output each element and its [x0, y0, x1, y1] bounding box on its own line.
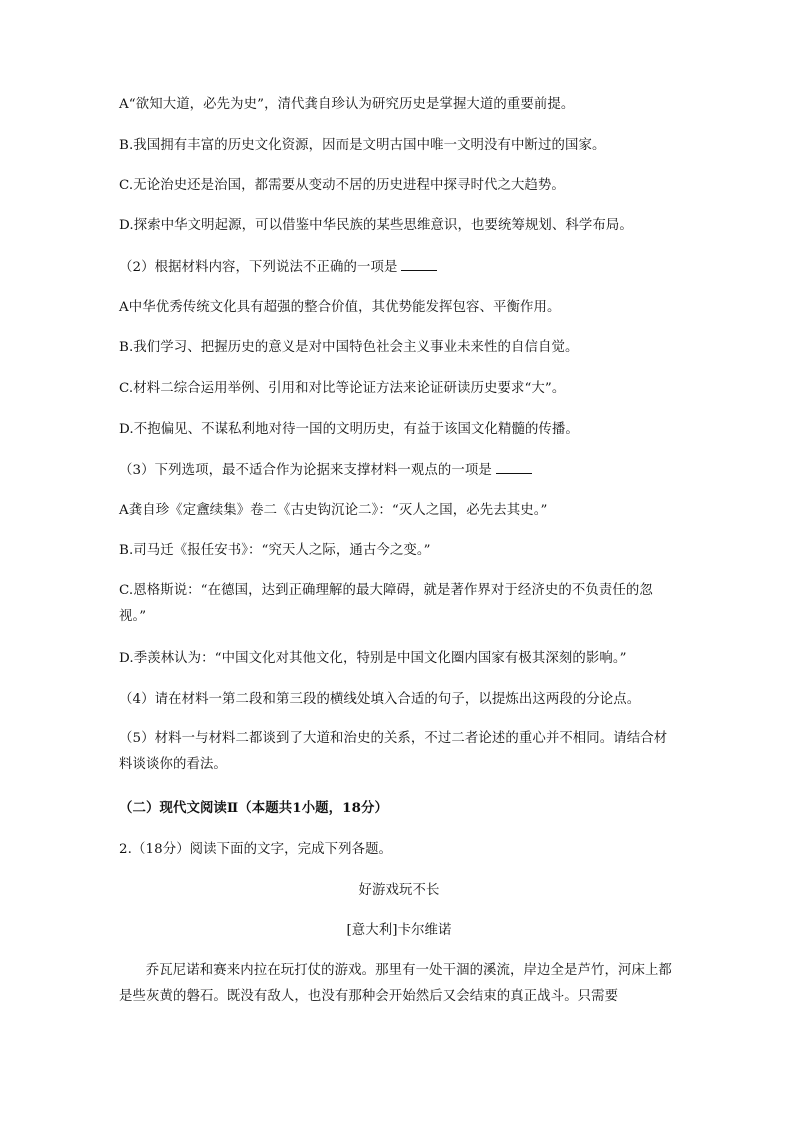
q1-option-b: B.我国拥有丰富的历史文化资源，因而是文明古国中唯一文明没有中断过的国家。 — [119, 138, 606, 153]
q1-option-d: D.探索中华文明起源，可以借鉴中华民族的某些思维意识，也要统筹规划、科学布局。 — [119, 218, 633, 233]
q3-option-c: C.恩格斯说：“在德国，达到正确理解的最大障碍，就是著作界对于经济史的不负责任的忽视。” — [119, 583, 653, 624]
q2-option-b: B.我们学习、把握历史的意义是对中国特色社会主义事业未来性的自信自觉。 — [119, 340, 579, 355]
story-author: [意大利]卡尔维诺 — [346, 923, 452, 938]
q2-option-c: C.材料二综合运用举例、引用和对比等论证方法来论证研读历史要求“大”。 — [119, 381, 566, 396]
q3-option-a: A龚自珍《定盦续集》卷二《古史钩沉论二》：“灭人之国，必先去其史。” — [119, 503, 548, 518]
q5-text: （5）材料一与材料二都谈到了大道和治史的关系，不过二者论述的重心并不相同。请结合材料谈谈你的看法。 — [119, 731, 668, 772]
answer-blank[interactable] — [401, 258, 437, 271]
q3-stem: （3）下列选项，最不适合作为论据来支撑材料一观点的一项是 — [119, 463, 492, 478]
q1-option-a: A“欲知大道，必先为史”，清代龚自珍认为研究历史是掌握大道的重要前提。 — [119, 97, 575, 112]
q2-option-d: D.不抱偏见、不谋私利地对待一国的文明历史，有益于该国文化精髓的传播。 — [119, 422, 579, 437]
q3-stem-line — [119, 461, 679, 479]
q2-stem-line — [119, 258, 679, 276]
story-paragraph: 乔瓦尼诺和赛来内拉在玩打仗的游戏。那里有一处干涸的溪流，岸边全是芦竹，河床上都是些灰黄的磐石。既没有敌人，也没有那种会开始然后又会结束的真正战斗。只需要 — [119, 963, 672, 1004]
section-heading: （二）现代文阅读Ⅱ（本题共1小题，18分） — [119, 800, 388, 816]
q3-option-b: B.司马迁《报任安书》：“究天人之际，通古今之变。” — [119, 543, 431, 558]
q1-option-c: C.无论治史还是治国，都需要从变动不居的历史进程中探寻时代之大趋势。 — [119, 178, 565, 193]
answer-blank[interactable] — [496, 461, 532, 474]
q2-option-a: A中华优秀传统文化具有超强的整合价值，其优势能发挥包容、平衡作用。 — [119, 300, 561, 315]
q4-text: （4）请在材料一第二段和第三段的横线处填入合适的句子，以提炼出这两段的分论点。 — [119, 692, 641, 707]
q2-stem: （2）根据材料内容，下列说法不正确的一项是 — [119, 260, 398, 275]
question2-intro: 2.（18分）阅读下面的文字，完成下列各题。 — [119, 842, 393, 857]
q3-option-d: D.季羡林认为：“中国文化对其他文化，特别是中国文化圈内国家有极其深刻的影响。” — [119, 651, 627, 666]
story-title: 好游戏玩不长 — [358, 883, 440, 898]
